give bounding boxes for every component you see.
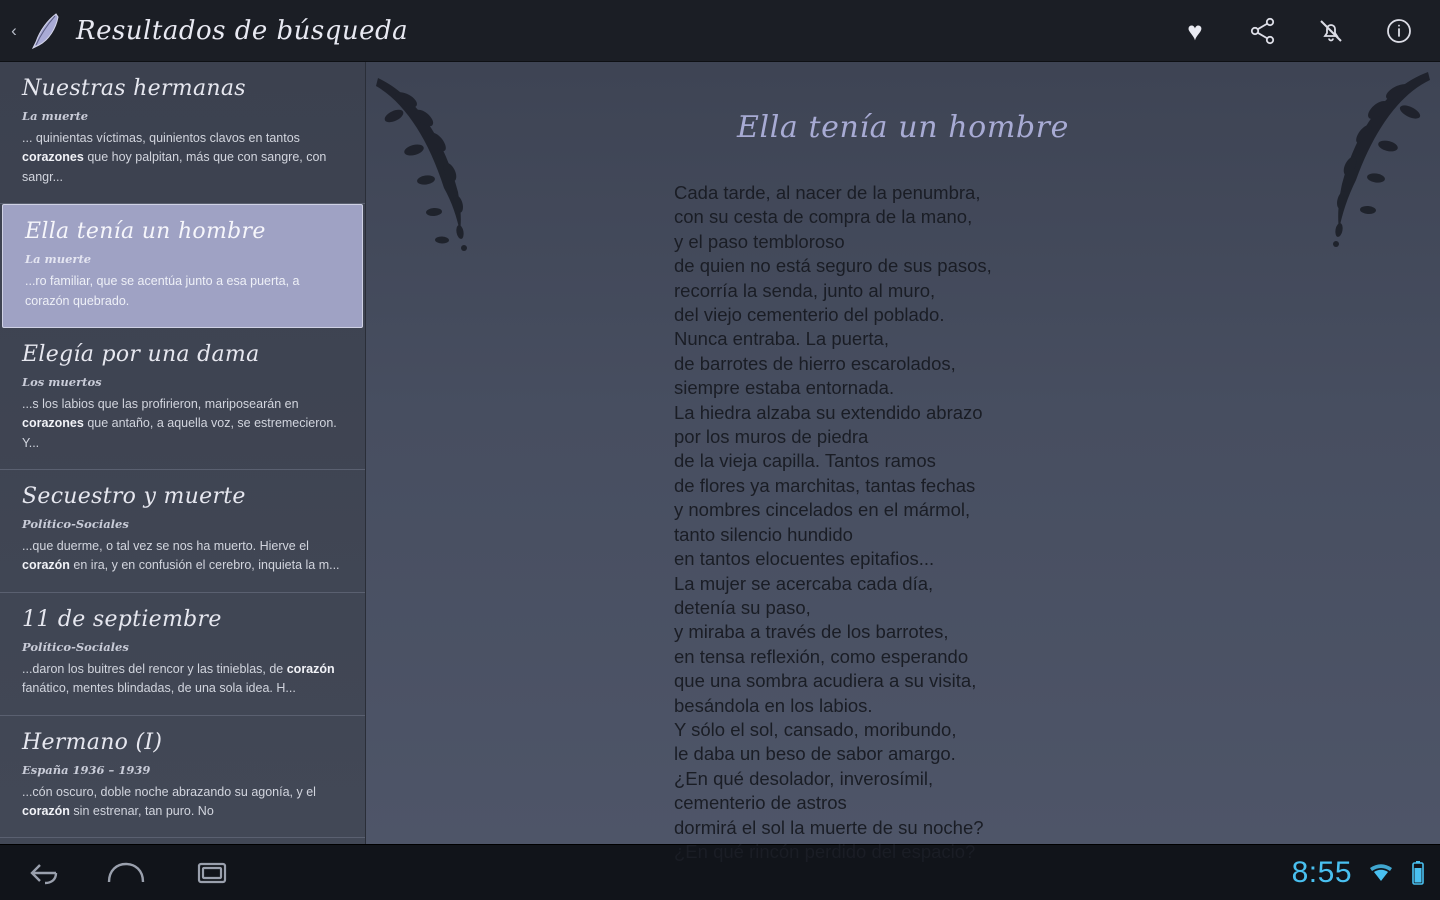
snippet-pre: ...que duerme, o tal vez se nos ha muerto. Hierve el xyxy=(22,539,309,553)
result-snippet xyxy=(22,537,349,576)
poem-line: Nunca entraba. La puerta, xyxy=(674,328,889,350)
content-area xyxy=(0,62,1440,862)
share-icon[interactable] xyxy=(1246,14,1280,48)
list-item[interactable] xyxy=(0,716,365,839)
poem-line: de quien no está seguro de sus pasos, xyxy=(674,255,992,277)
poem-line: tanto silencio hundido xyxy=(674,523,853,545)
snippet-post: fanático, mentes blindadas, de una sola idea. H... xyxy=(22,681,296,696)
battery-icon[interactable] xyxy=(1410,859,1426,887)
result-category: La muerte xyxy=(22,109,89,123)
nav-keys xyxy=(18,853,234,893)
snippet-highlight: corazones xyxy=(22,416,84,431)
info-icon[interactable] xyxy=(1382,14,1416,48)
home-nav-icon[interactable] xyxy=(104,853,148,893)
list-item[interactable] xyxy=(0,593,365,716)
result-category: Político-Sociales xyxy=(22,639,129,654)
snippet-post: sin estrenar, tan puro. No xyxy=(69,803,214,818)
poem-line: siempre estaba entornada. xyxy=(674,377,895,399)
back-nav-icon[interactable] xyxy=(18,853,62,893)
result-snippet xyxy=(22,660,349,699)
poem-line: de barrotes de hierro escarolados, xyxy=(674,352,956,374)
result-title: 11 de septiembre xyxy=(22,606,222,632)
poem-line: cementerio de astros xyxy=(674,792,847,814)
result-title: Hermano (I) xyxy=(22,729,163,755)
poem-line: ¿En qué rincón perdido del espacio? xyxy=(674,840,976,862)
list-item[interactable] xyxy=(0,62,365,204)
snippet-pre: ...cón oscuro, doble noche abrazando su agonía, y el xyxy=(22,784,316,799)
poem-line: con su cesta de compra de la mano, xyxy=(674,206,973,228)
poem-line: por los muros de piedra xyxy=(674,426,869,448)
poem-line: Cada tarde, al nacer de la penumbra, xyxy=(674,182,981,203)
result-title: Elegía por una dama xyxy=(22,341,260,367)
poem-line: en tantos elocuentes epitafios... xyxy=(674,548,935,570)
poem-line: detenía su paso, xyxy=(674,596,811,618)
result-title: Ella tenía un hombre xyxy=(25,219,266,245)
poem-line: y miraba a través de los barrotes, xyxy=(674,621,949,643)
poem-line: en tensa reflexión, como esperando xyxy=(674,645,969,667)
result-snippet xyxy=(22,395,349,453)
wifi-icon[interactable] xyxy=(1366,861,1396,885)
result-snippet xyxy=(25,272,346,311)
snippet-pre: ... quinientas víctimas, quinientos clavos en tantos xyxy=(22,131,300,145)
snippet-post: que antaño, a aquella voz, se estremecieron. Y... xyxy=(22,416,337,450)
snippet-pre: ...s los labios que las profirieron, mariposearán en xyxy=(22,396,299,411)
recents-nav-icon[interactable] xyxy=(190,853,234,893)
poem-line: besándola en los labios. xyxy=(674,694,873,716)
snippet-highlight: corazón xyxy=(286,661,335,676)
result-title: Secuestro y muerte xyxy=(22,484,246,509)
poem-line: y el paso tembloroso xyxy=(674,230,845,252)
result-category: La muerte xyxy=(25,252,92,267)
snippet-highlight: corazón xyxy=(22,558,70,573)
poem-line: ¿En qué desolador, inverosímil, xyxy=(674,767,934,789)
up-navigation-caret[interactable]: ‹ xyxy=(11,20,17,40)
poem-title: Ella tenía un hombre xyxy=(737,110,1069,145)
snippet-highlight: corazón xyxy=(22,803,70,818)
clock[interactable]: 8:55 xyxy=(1291,855,1352,889)
vine-ornament-icon xyxy=(372,72,522,267)
result-category: España 1936 – 1939 xyxy=(22,762,151,777)
poem-line: y nombres cincelados en el mármol, xyxy=(674,499,971,521)
page-title: Resultados de búsqueda xyxy=(76,15,409,46)
status-icons xyxy=(1292,856,1426,890)
poem-line: La mujer se acercaba cada día, xyxy=(674,572,934,594)
snippet-pre: ...daron los buitres del rencor y las tinieblas, de xyxy=(22,661,287,676)
poem-line: recorría la senda, junto al muro, xyxy=(674,279,936,301)
poem-line: le daba un beso de sabor amargo. xyxy=(674,743,956,765)
poem-line: del viejo cementerio del poblado. xyxy=(674,304,945,326)
poem-body xyxy=(668,181,1138,864)
poem-reader-pane[interactable] xyxy=(366,62,1440,862)
action-bar xyxy=(0,0,1440,62)
result-snippet xyxy=(22,783,349,822)
poem-line: Y sólo el sol, cansado, moribundo, xyxy=(674,718,957,740)
snippet-pre: ...ro familiar, que se acentúa junto a esa puerta, a corazón quebrado. xyxy=(25,274,300,308)
poem-line: de flores ya marchitas, tantas fechas xyxy=(674,474,976,496)
poem-line: que una sombra acudiera a su visita, xyxy=(674,670,977,692)
list-item-selected[interactable] xyxy=(2,204,363,328)
snippet-post: que hoy palpitan, más que con sangre, con sangr... xyxy=(22,150,327,184)
actionbar-actions xyxy=(1178,14,1422,48)
snippet-post: en ira, y en confusión el cerebro, inquieta la m... xyxy=(69,558,340,573)
result-title: Nuestras hermanas xyxy=(22,76,246,101)
vine-ornament-mirrored-icon xyxy=(1274,66,1434,261)
favorite-icon[interactable]: ♥ xyxy=(1187,15,1203,46)
feather-quill-icon[interactable] xyxy=(24,10,66,52)
poem-line: de la vieja capilla. Tantos ramos xyxy=(674,450,936,472)
result-snippet xyxy=(22,129,349,187)
poem-line: La hiedra alzaba su extendido abrazo xyxy=(674,401,983,423)
list-item[interactable] xyxy=(0,470,365,593)
search-results-list[interactable] xyxy=(0,62,366,844)
result-category: Político-Sociales xyxy=(22,517,129,531)
result-category: Los muertos xyxy=(22,374,102,389)
poem-line: dormirá el sol la muerte de su noche? xyxy=(674,816,984,838)
mute-notifications-icon[interactable] xyxy=(1314,14,1348,48)
snippet-highlight: corazones xyxy=(22,150,84,165)
list-item[interactable] xyxy=(0,328,365,470)
